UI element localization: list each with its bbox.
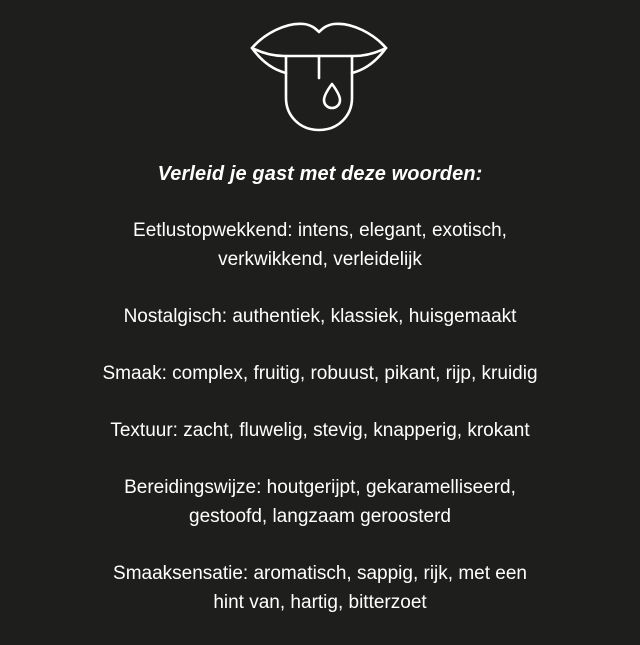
word-group-line: gestoofd, langzaam geroosterd xyxy=(189,506,451,527)
word-group-textuur xyxy=(40,416,600,445)
heading: Verleid je gast met deze woorden: xyxy=(157,163,483,185)
word-group-line: Textuur: zacht, fluwelig, stevig, knapperig, krokant xyxy=(110,420,530,441)
word-group-line: Smaak: complex, fruitig, robuust, pikant, rijp, kruidig xyxy=(102,363,538,384)
word-group-line: Nostalgisch: authentiek, klassiek, huisgemaakt xyxy=(123,306,517,327)
word-group-line: Smaaksensatie: aromatisch, sappig, rijk, met een xyxy=(113,563,527,584)
word-group-line: Eetlustopwekkend: intens, elegant, exotisch, xyxy=(133,220,507,241)
word-group-eetlustopwekkend xyxy=(40,216,600,274)
word-group-line: Bereidingswijze: houtgerijpt, gekaramelliseerd, xyxy=(124,477,516,498)
word-group-nostalgisch xyxy=(40,302,600,331)
word-group-smaaksensatie xyxy=(40,559,600,617)
word-group-line: verkwikkend, verleidelijk xyxy=(218,249,422,270)
word-group-smaak xyxy=(40,359,600,388)
word-group-line: hint van, hartig, bitterzoet xyxy=(213,592,427,613)
word-list xyxy=(40,216,600,645)
word-group-bereidingswijze xyxy=(40,473,600,531)
mouth-tongue-drop-icon xyxy=(248,20,390,136)
